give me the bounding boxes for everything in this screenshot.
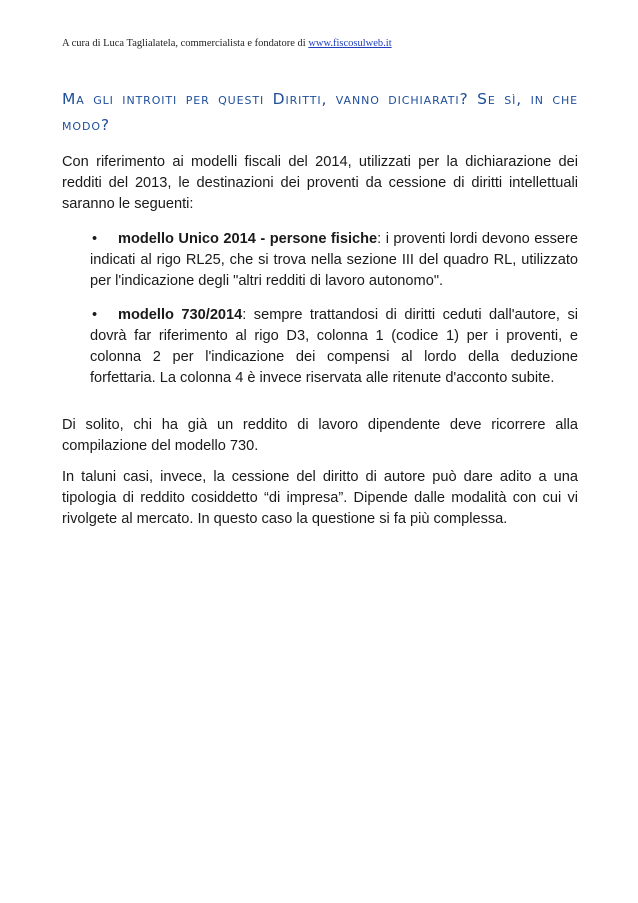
- document-body: [62, 152, 578, 530]
- header-text: A cura di Luca Taglialatela, commercialista e fondatore di: [62, 38, 309, 49]
- bullet-list: [62, 229, 578, 389]
- list-item: [90, 305, 578, 389]
- paragraph-730: Di solito, chi ha già un reddito di lavoro dipendente deve ricorrere alla compilazione del modello 730.: [62, 417, 578, 454]
- list-item: [90, 229, 578, 292]
- list-item-bold: modello 730/2014: [118, 307, 243, 323]
- header-link[interactable]: www.fiscosulweb.it: [308, 38, 392, 49]
- section-heading: Ma gli introiti per questi Diritti, vanno dichiarati? Se sì, in che modo?: [62, 90, 578, 135]
- list-item-text: : i proventi lordi devono essere indicati al rigo RL25, che si trova nella sezione III del quadro RL, utilizzato per l'indicazione degli "altri redditi di lavoro autonomo".: [90, 231, 578, 289]
- list-item-bold: modello Unico 2014 - persone fisiche: [118, 231, 378, 247]
- paragraph-impresa: In taluni casi, invece, la cessione del diritto di autore può dare adito a una tipologia di reddito cosiddetto “di impresa”. Dipende dalle modalità con cui vi rivolgete al mercato. In questo caso la questione si fa più complessa.: [62, 469, 578, 527]
- list-item-text: : sempre trattandosi di diritti ceduti dall'autore, si dovrà far riferimento al rigo D3, colonna 1 (codice 1) per i proventi, e colonna 2 per l'indicazione dei compensi al lordo della deduzione forfettaria. La colonna 4 è invece riservata alle ritenute d'acconto subite.: [90, 307, 578, 386]
- intro-paragraph: Con riferimento ai modelli fiscali del 2014, utilizzati per la dichiarazione dei redditi del 2013, le destinazioni dei proventi da cessione di diritti intellettuali saranno le seguenti:: [62, 154, 578, 212]
- bullet-icon: •: [92, 231, 98, 247]
- page-header: [62, 38, 582, 49]
- bullet-icon: •: [92, 307, 98, 323]
